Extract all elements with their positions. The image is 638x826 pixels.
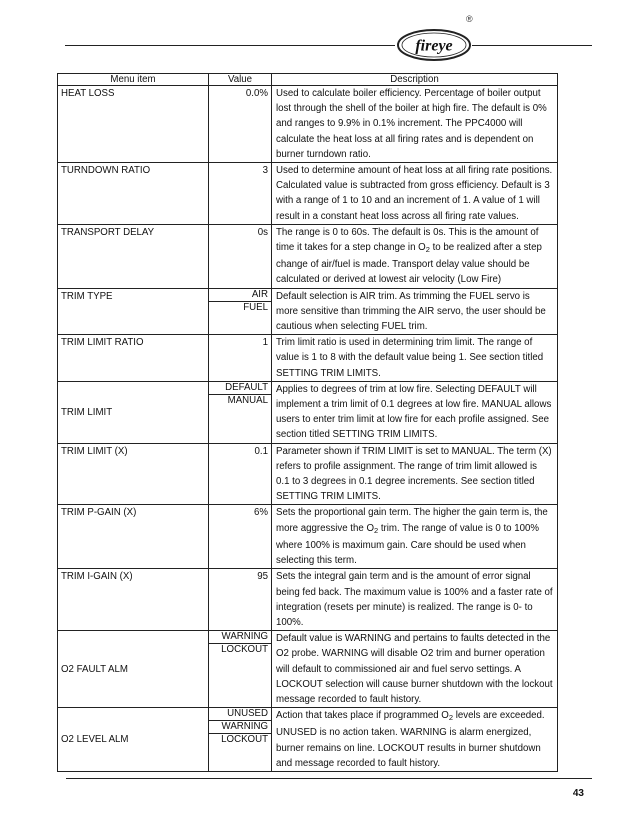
menu-item-cell: TRIM LIMIT RATIO: [58, 335, 209, 382]
logo-text: fireye: [415, 37, 453, 55]
menu-item-cell: TRIM I-GAIN (X): [58, 569, 209, 631]
value-cell: 1: [209, 335, 272, 382]
table-row: [58, 163, 558, 225]
subscript-2: 2: [448, 713, 454, 723]
menu-item-cell: O2 LEVEL ALM: [58, 708, 209, 772]
value-cell: [209, 288, 272, 335]
value-cell: 0s: [209, 224, 272, 288]
menu-item-cell: HEAT LOSS: [58, 86, 209, 163]
menu-item-cell: TRIM LIMIT: [58, 381, 209, 443]
value-option: DEFAULT: [209, 382, 271, 395]
table-row: [58, 569, 558, 631]
value-cell: [209, 631, 272, 708]
column-header-menu-item: Menu item: [58, 74, 209, 86]
value-option: WARNING: [209, 721, 271, 734]
description-cell: [272, 708, 558, 772]
column-header-description: Description: [272, 74, 558, 86]
value-option: WARNING: [209, 631, 271, 644]
menu-table: [57, 73, 558, 772]
table-header-row: [58, 74, 558, 86]
description-cell: [272, 505, 558, 569]
menu-item-cell: TRIM LIMIT (X): [58, 443, 209, 505]
description-cell: Parameter shown if TRIM LIMIT is set to MANUAL. The term (X) refers to profile assignment. The range of trim limit allowed is 0.1 to 3 degrees in 0.1 degree increments. See section titled SETTING TRIM LIMITS.: [272, 443, 558, 505]
value-cell: [209, 381, 272, 443]
value-option: LOCKOUT: [221, 734, 268, 746]
value-cell: 3: [209, 163, 272, 225]
menu-item-cell: O2 FAULT ALM: [58, 631, 209, 708]
value-cell: 0.0%: [209, 86, 272, 163]
value-cell: [209, 708, 272, 772]
description-cell: Default selection is AIR trim. As trimming the FUEL servo is more sensitive than trimming the AIR servo, the user should be cautious when selecting FUEL trim.: [272, 288, 558, 335]
registered-mark: ®: [466, 14, 473, 24]
description-cell: Sets the integral gain term and is the amount of error signal being fed back. The maximum value is 100% and a faster rate of integration (resets per minute) is realized. The range is 0- to 100%.: [272, 569, 558, 631]
menu-item-cell: TURNDOWN RATIO: [58, 163, 209, 225]
value-option: AIR: [209, 289, 271, 302]
subscript-2: 2: [425, 245, 430, 255]
value-option: LOCKOUT: [221, 644, 268, 656]
menu-item-cell: TRIM TYPE: [58, 288, 209, 335]
description-cell: Used to determine amount of heat loss at all firing rate positions. Calculated value is subtracted from gross efficiency. Default is 3 with a range of 1 to 10 and an increment of 1. A value of 1 will result in a constant heat loss across all firing rate values.: [272, 163, 558, 225]
table-row: [58, 335, 558, 382]
fireye-logo: [396, 28, 472, 62]
menu-item-cell: TRANSPORT DELAY: [58, 224, 209, 288]
description-cell: Applies to degrees of trim at low fire. Selecting DEFAULT will implement a trim limit of 0.1 degrees at low fire. MANUAL allows users to enter trim limit at low fire for each profile assigned. See section titled SETTING TRIM LIMITS.: [272, 381, 558, 443]
header-rule-right: [472, 45, 592, 46]
description-text: Sets the proportional gain term. The higher the gain term is, the more aggressive the O: [276, 507, 548, 534]
subscript-2: 2: [374, 525, 379, 535]
value-cell: 95: [209, 569, 272, 631]
description-text: to be realized after a step change of air/fuel is made. Transport delay value should be calculated or derived at lowest air velocity (Low Fire): [276, 242, 542, 286]
value-option: UNUSED: [209, 708, 271, 721]
column-header-value: Value: [209, 74, 272, 86]
description-cell: [272, 224, 558, 288]
table-row: [58, 381, 558, 443]
table-row: [58, 631, 558, 708]
page-number: 43: [572, 788, 584, 799]
header-rule-left: [65, 45, 395, 46]
table-row: [58, 443, 558, 505]
description-text: Action that takes place if programmed O: [276, 710, 449, 722]
description-cell: Default value is WARNING and pertains to faults detected in the O2 probe. WARNING will disable O2 trim and burner operation will default to commissioned air and fuel servo settings. A LOCKOUT selection will cause burner shutdown with the lockout message recorded to fault history.: [272, 631, 558, 708]
value-cell: 6%: [209, 505, 272, 569]
description-cell: Used to calculate boiler efficiency. Percentage of boiler output lost through the shell of the boiler at high fire. The default is 0% and ranges to 9.9% in 0.1% increment. The PPC4000 will calculate the heat loss at all firing rates and is dependent on burner turndown ratio.: [272, 86, 558, 163]
description-cell: Trim limit ratio is used in determining trim limit. The range of value is 1 to 8 with the default value being 1. See section titled SETTING TRIM LIMITS.: [272, 335, 558, 382]
value-cell: 0.1: [209, 443, 272, 505]
value-option: FUEL: [243, 301, 268, 313]
description-text: levels are exceeded. UNUSED is no action taken. WARNING is alarm energized, burner remains on line. LOCKOUT results in burner shutdown and message recorded to fault history.: [276, 710, 545, 769]
description-text: The range is 0 to 60s. The default is 0s. This is the amount of time it takes for a step change in O: [276, 226, 539, 254]
table-row: [58, 708, 558, 772]
table-row: [58, 288, 558, 335]
table-row: [58, 505, 558, 569]
table-row: [58, 224, 558, 288]
menu-item-cell: TRIM P-GAIN (X): [58, 505, 209, 569]
table-row: [58, 86, 558, 163]
description-text: trim. The range of value is 0 to 100% where 100% is maximum gain. Care should be used when selecting this term.: [276, 522, 539, 567]
value-option: MANUAL: [227, 394, 268, 406]
footer-rule: [66, 778, 592, 779]
